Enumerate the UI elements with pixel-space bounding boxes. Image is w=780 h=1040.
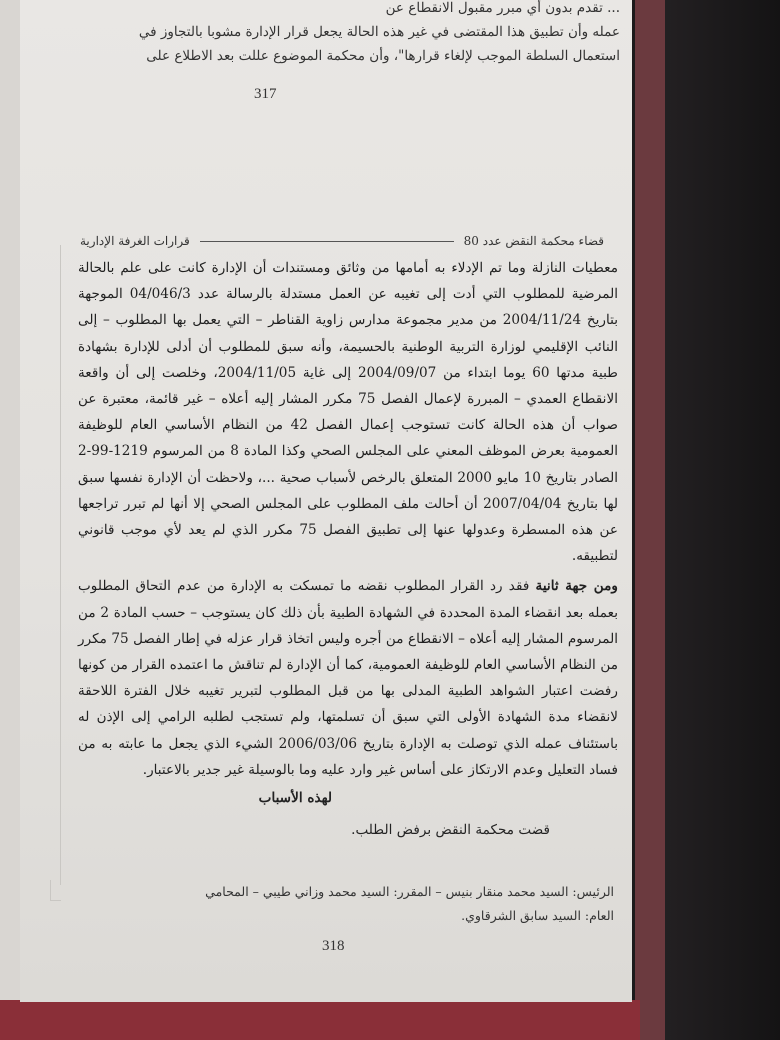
header-journal: قضاء محكمة النقض عدد 80 (463, 234, 604, 248)
text-line: لأسباب صحية ...، ولاحظت أن الإدارة نفسها سبق لها بتاريخ 2007/04/04 أن أحالت (78, 469, 619, 512)
paragraph-lead: ومن جهة ثانية (535, 578, 618, 595)
text-line: قبل المطلوب لتبرير تغيبه خلال الفترة اللاحقة لانقضاء مدة الشهادة الأولى التي سبق أن (78, 683, 618, 726)
text-line: إلى تطبيق الفصل 75 مكرر الذي لم يعد لأي موجب قانوني لتطبيقه. (78, 522, 618, 565)
body-text (78, 255, 618, 783)
text-line: المطلوب – إلى النائب الإقليمي لوزارة التربية الوطنية بالحسيمة، وأنه سبق للمطلوب أن (78, 312, 618, 355)
signatures (80, 880, 614, 928)
paragraph-1 (78, 255, 618, 569)
text-line: من النظام الأساسي العام للوظيفة العمومية بعرض الموظف المعني على المجلس الصحي (78, 417, 618, 460)
margin-mark (50, 880, 61, 901)
text-line: أعلاه – غير قائمة، معتبرة عن صواب أن هذه الحالة كانت تستوجب إعمال الفصل 42 (78, 391, 618, 434)
page-number-top: 317 (254, 86, 277, 102)
text-line: ملف المطلوب على المجلس الصحي إلا أنها لم تبرر تراجعها عن هذه المسطرة وعدولها عنها (78, 495, 618, 539)
text-line: – حسب المادة 2 من المرسوم المشار إليه أعلاه – الانقطاع من أجره وليس اتخاذ قرار (78, 604, 618, 647)
paragraph-2 (78, 573, 618, 783)
text-line: التحاق المطلوب بعمله بعد انقضاء المدة المحددة في الشهادة الطبية بأن ذلك كان يستوجب (78, 578, 619, 621)
text-line: فقد رد القرار المطلوب نقضه ما تمسكت به الإدارة من عدم (177, 578, 536, 595)
page-number-bottom: 318 (322, 938, 345, 954)
header-rule (200, 241, 454, 242)
text-line: عمله وأن تطبيق هذا المقتضى في غير هذه الحالة يجعل قرار الإدارة مشوبا بالتجاوز في (138, 24, 620, 40)
book-edge (635, 0, 665, 1040)
text-line: عزله في إطار الفصل 75 مكرر من النظام الأساسي العام للوظيفة العمومية، كما أن (78, 630, 618, 674)
text-line: الموجهة بتاريخ 2004/11/24 من مدير مجموعة مدارس زاوية القناطر – التي يعمل بها (78, 286, 619, 329)
text-line: بالحالة المرضية للمطلوب التي أدت إلى تغيبه عن العمل مستدلة بالرسالة عدد 04/046/3 (78, 260, 618, 303)
document-page (20, 0, 632, 1002)
previous-page-text (60, 0, 620, 68)
text-line: أدلى للإدارة بشهادة طبية مدتها 60 يوما ابتداء من 2004/09/07 إلى غاية 2004/11/05، (78, 338, 618, 381)
text-line: وكذا المادة 8 من المرسوم 1219-99-2 الصادر بتاريخ 10 مايو 2000 المتعلق بالرخص (78, 443, 619, 486)
running-header (80, 230, 604, 252)
text-line: معطيات النازلة وما تم الإدلاء به أمامها من وثائق ومستندات أن الإدارة كانت على علم (120, 260, 619, 276)
text-line: الإدارة لم تناقش ما اعتمده القرار من كونها رفضت اعتبار الشواهد الطبية المدلى بها من (78, 657, 618, 700)
reasons-heading: لهذه الأسباب (258, 790, 332, 806)
text-line: استعمال السلطة الموجب لإلغاء قرارها"، وأن محكمة الموضوع عللت بعد الاطلاع على (146, 48, 620, 64)
margin-line (60, 245, 61, 885)
text-line: ... تقدم بدون أي مبرر مقبول الانقطاع عن (385, 0, 620, 16)
verdict: قضت محكمة النقض برفض الطلب. (351, 822, 550, 838)
text-line: أساس غير وارد عليه وما بالوسيلة غير جدير بالاعتبار. (142, 761, 436, 778)
header-section: قرارات الغرفة الإدارية (80, 234, 190, 248)
text-line: بتاريخ 2006/03/06 الشيء الذي يجعل ما عابته به من فساد التعليل وعدم الارتكاز على (78, 735, 618, 778)
signature-line: العام: السيد سابق الشرقاوي. (461, 908, 614, 923)
background-dark (665, 0, 780, 1040)
signature-line: الرئيس: السيد محمد منقار بنيس – المقرر: السيد محمد وزاني طيبي – المحامي (205, 884, 614, 899)
text-line: وخلصت إلى أن واقعة الانقطاع العمدي – المبررة لإعمال الفصل 75 مكرر المشار إليه (78, 364, 618, 408)
book-cover-bottom (0, 1000, 640, 1040)
text-line: تسلمتها، ولم تستجب لطلبه الرامي إلى الإذن له باستئناف عمله الذي توصلت به الإدارة (78, 709, 618, 752)
